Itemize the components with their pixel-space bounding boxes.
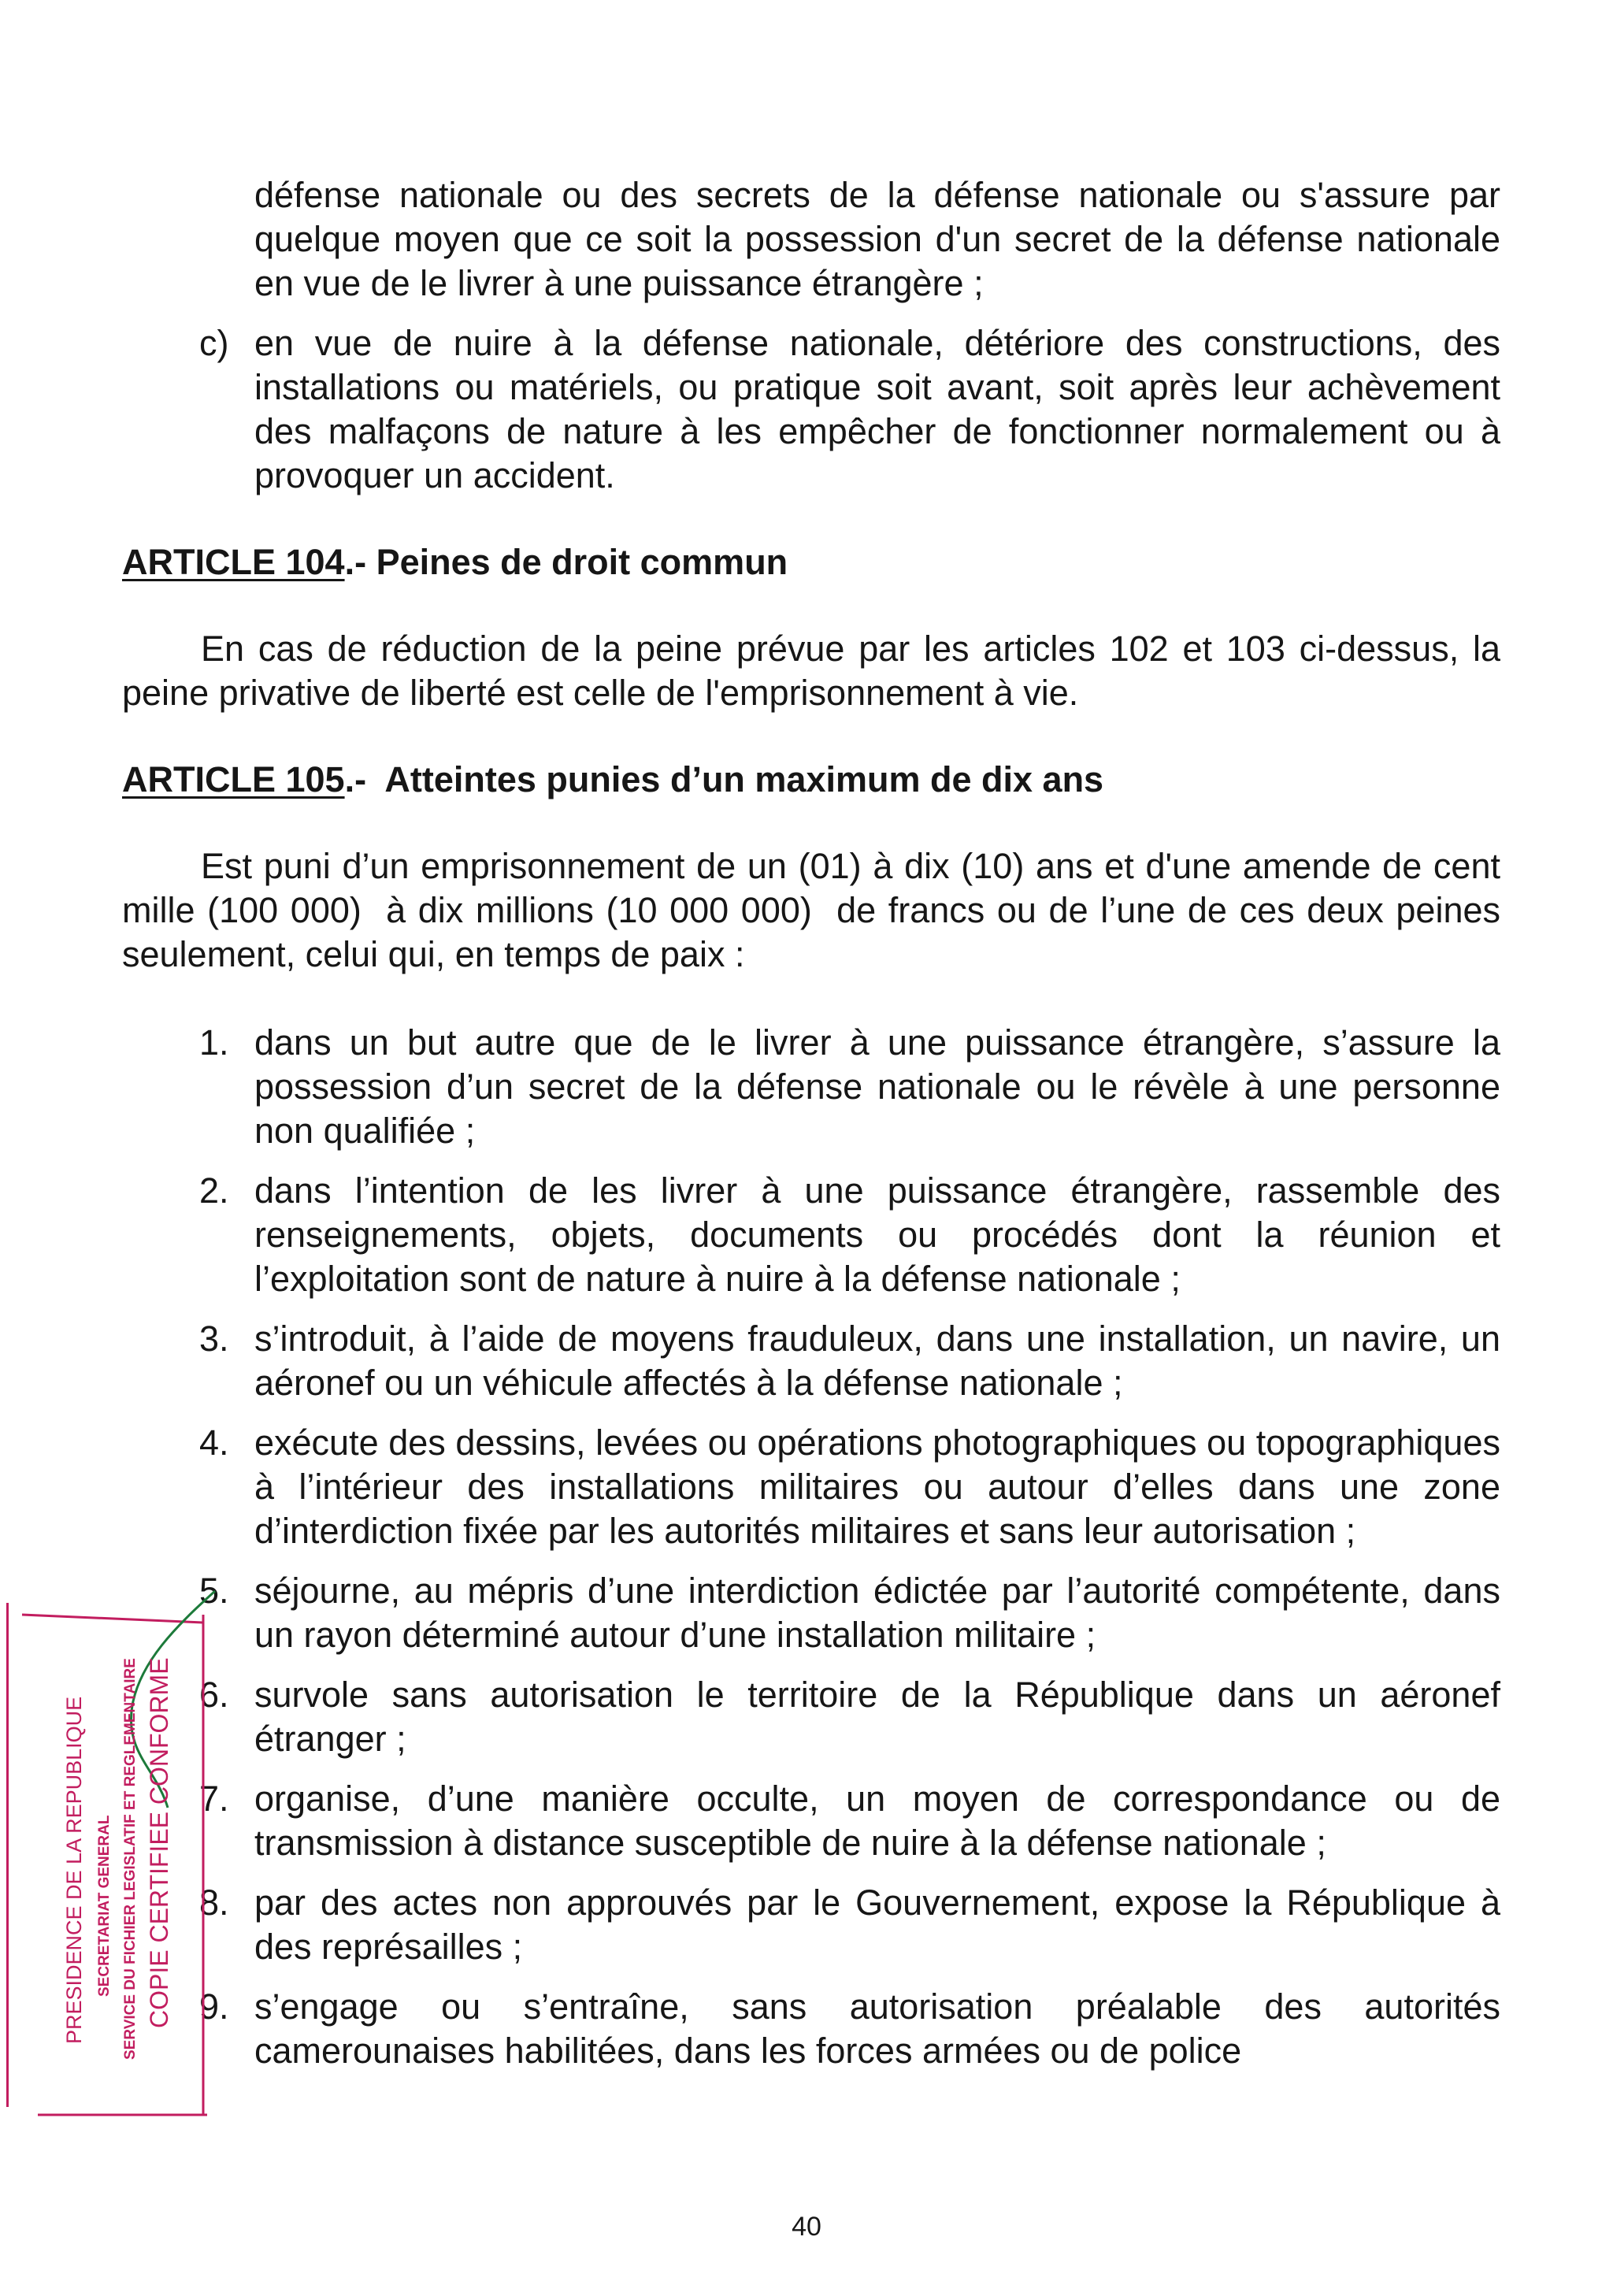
list-marker: 7. <box>199 1779 229 1819</box>
page-number: 40 <box>792 2212 821 2242</box>
list-item <box>122 1881 1500 1969</box>
article-code: ARTICLE 105 <box>122 759 345 799</box>
list-item <box>122 1421 1500 1553</box>
certification-stamp <box>6 1571 243 2123</box>
list-marker: 8. <box>199 1882 229 1923</box>
list-item <box>122 1021 1500 1153</box>
article-105-list <box>122 1021 1500 2073</box>
list-item <box>122 1317 1500 1405</box>
list-marker: 1. <box>199 1022 229 1063</box>
list-marker: 6. <box>199 1675 229 1715</box>
list-item-text: en vue de nuire à la défense nationale, détériore des constructions, des installations ou matériels, ou pratique soit avant, soit après leur achèvement des malfaçons de nature à les empêcher de fonctionner normalement ou à provoquer un accident. <box>254 323 1500 495</box>
list-item-text: organise, d’une manière occulte, un moyen de correspondance ou de transmission à distance susceptible de nuire à la défense nationale ; <box>254 1779 1500 1863</box>
list-marker: c) <box>199 323 229 363</box>
document-body <box>122 173 1511 2073</box>
stamp-line-1: PRESIDENCE DE LA REPUBLIQUE <box>62 1696 86 2044</box>
stamp-line-3: SERVICE DU FICHIER LEGISLATIF ET REGLEMENTAIRE <box>122 1658 139 2060</box>
list-item-text: dans un but autre que de le livrer à une puissance étrangère, s’assure la possession d’un secret de la défense nationale ou le révèle à une personne non qualifiée ; <box>254 1022 1500 1151</box>
article-105-heading <box>122 758 1500 802</box>
article-code: ARTICLE 104 <box>122 542 345 582</box>
article-104-heading <box>122 540 1500 584</box>
intro-continuation: défense nationale ou des secrets de la défense nationale ou s'assure par quelque moyen que ce soit la possession d'un secret de la défense nationale en vue de le livrer à une puissance étrangère ; <box>254 175 1500 303</box>
list-marker: 2. <box>199 1170 229 1211</box>
article-104-body: En cas de réduction de la peine prévue par les articles 102 et 103 ci-dessus, la peine privative de liberté est celle de l'emprisonnement à vie. <box>122 629 1500 713</box>
list-item-text: survole sans autorisation le territoire de la République dans un aéronef étranger ; <box>254 1675 1500 1759</box>
list-item-text: s’engage ou s’entraîne, sans autorisation préalable des autorités camerounaises habilitées, dans les forces armées ou de police <box>254 1986 1500 2071</box>
stamp-line-2: SECRETARIAT GENERAL <box>96 1815 113 1997</box>
list-item-text: séjourne, au mépris d’une interdiction édictée par l’autorité compétente, dans un rayon déterminé autour d’une installation militaire ; <box>254 1571 1500 1655</box>
list-item <box>122 1985 1500 2073</box>
article-105-body: Est puni d’un emprisonnement de un (01) à dix (10) ans et d'une amende de cent mille (100 000) à dix millions (10 000 000) de francs ou de l’une de ces deux peines seulement, celui qui, en temps de paix : <box>122 846 1511 974</box>
list-marker: 4. <box>199 1422 229 1463</box>
list-marker: 5. <box>199 1571 229 1611</box>
article-title: .- Peines de droit commun <box>344 542 788 582</box>
list-item-text: s’introduit, à l’aide de moyens frauduleux, dans une installation, un navire, un aéronef ou un véhicule affectés à la défense nationale ; <box>254 1319 1500 1403</box>
article-title: .- Atteintes punies d’un maximum de dix ans <box>344 759 1104 799</box>
list-item-text: exécute des dessins, levées ou opérations photographiques ou topographiques à l’intérieur des installations militaires ou autour d’elles dans une zone d’interdiction fixée par les autorités militaires et sans leur autorisation ; <box>254 1422 1500 1551</box>
list-item-c <box>122 321 1500 498</box>
list-item-text: par des actes non approuvés par le Gouvernement, expose la République à des représailles ; <box>254 1882 1500 1967</box>
list-item <box>122 1169 1500 1301</box>
list-item-text: dans l’intention de les livrer à une puissance étrangère, rassemble des renseignements, objets, documents ou procédés dont la réunion et l’exploitation sont de nature à nuire à la défense nationale ; <box>254 1170 1500 1299</box>
list-item <box>122 1673 1500 1761</box>
list-item <box>122 1777 1500 1865</box>
stamp-frame <box>22 1591 215 2115</box>
list-marker: 3. <box>199 1319 229 1359</box>
list-marker: 9. <box>199 1986 229 2027</box>
list-item <box>122 1569 1500 1657</box>
stamp-line-4: COPIE CERTIFIEE CONFORME <box>145 1657 173 2028</box>
